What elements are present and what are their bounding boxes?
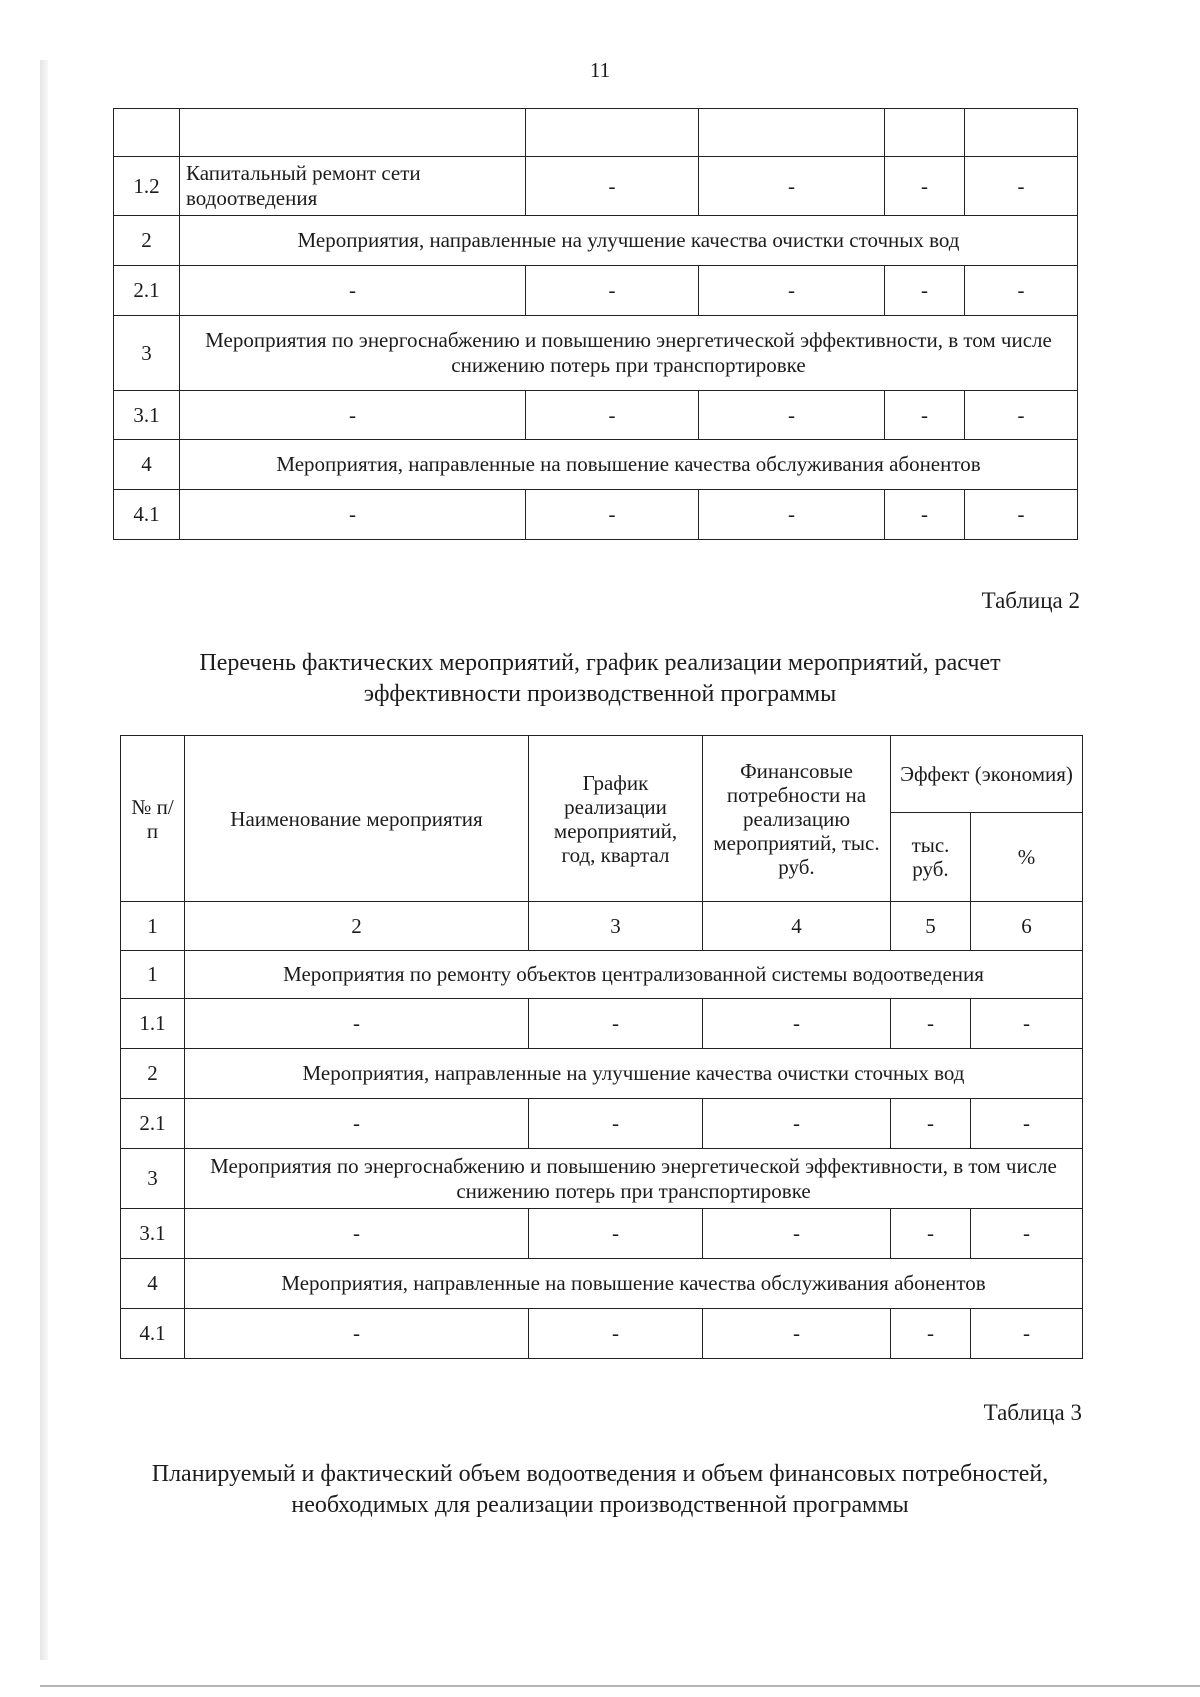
table-row (114, 266, 1078, 316)
table-cell: - (703, 1099, 891, 1149)
table-row (114, 391, 1078, 440)
row-number: 3 (121, 1149, 185, 1209)
column-index-cell: 6 (971, 902, 1083, 951)
column-index-row (121, 902, 1083, 951)
section-row (114, 316, 1078, 391)
table-cell: - (529, 1099, 703, 1149)
section-title: Мероприятия по энергоснабжению и повышению энергетической эффективности, в том числе снижению потерь при транспортировке (180, 316, 1078, 391)
section-row (121, 1149, 1083, 1209)
column-index-cell: 3 (529, 902, 703, 951)
table-cell: - (891, 1309, 971, 1359)
table-cell: - (529, 1309, 703, 1359)
table-cell: - (699, 266, 885, 316)
section-title: Мероприятия, направленные на повышение качества обслуживания абонентов (185, 1259, 1083, 1309)
section-title: Мероприятия, направленные на повышение качества обслуживания абонентов (180, 440, 1078, 490)
table-cell: - (891, 1099, 971, 1149)
row-number: 3 (114, 316, 180, 391)
table-cell: - (703, 999, 891, 1049)
header-num: № п/п (121, 736, 185, 902)
table-cell: - (180, 391, 526, 440)
table-cell: - (885, 391, 965, 440)
row-number: 4 (121, 1259, 185, 1309)
row-number: 1 (121, 951, 185, 999)
table-cell (180, 109, 526, 157)
table-cell: - (971, 1309, 1083, 1359)
table-cell: - (891, 1209, 971, 1259)
section-title: Мероприятия, направленные на улучшение качества очистки сточных вод (185, 1049, 1083, 1099)
table-3-title: Планируемый и фактический объем водоотведения и объем финансовых потребностей, необходимых для реализации производственной программы (151, 1461, 1049, 1518)
table-cell: - (971, 1209, 1083, 1259)
header-schedule: График реализации мероприятий, год, квартал (529, 736, 703, 902)
table-cell: - (971, 1099, 1083, 1149)
column-index-cell: 5 (891, 902, 971, 951)
row-number: 4.1 (121, 1309, 185, 1359)
table-cell: - (185, 1309, 529, 1359)
row-number: 1.1 (121, 999, 185, 1049)
row-number: 3.1 (121, 1209, 185, 1259)
table-cell: Капитальный ремонт сети водоотведения (180, 157, 526, 216)
table-row (121, 1309, 1083, 1359)
row-number: 3.1 (114, 391, 180, 440)
table-2 (120, 735, 1083, 1359)
row-number: 4 (114, 440, 180, 490)
table-cell: - (526, 391, 699, 440)
table-row (114, 490, 1078, 540)
header-effect: Эффект (экономия) (891, 736, 1083, 813)
table-cell (885, 109, 965, 157)
row-number: 2 (114, 216, 180, 266)
scan-edge-line (40, 1685, 1200, 1687)
scan-edge-shadow (40, 60, 48, 1660)
table-3-caption: Таблица 3 (983, 1400, 1082, 1425)
table-1-continuation (113, 108, 1078, 540)
table-cell: - (885, 490, 965, 540)
table-cell: - (526, 157, 699, 216)
table-cell (526, 109, 699, 157)
section-row (114, 440, 1078, 490)
row-number (114, 109, 180, 157)
row-number: 2.1 (114, 266, 180, 316)
table-cell: - (180, 490, 526, 540)
table-cell: - (885, 266, 965, 316)
table-cell: - (526, 266, 699, 316)
table-cell: - (965, 391, 1078, 440)
table-cell (965, 109, 1078, 157)
column-index-cell: 4 (703, 902, 891, 951)
column-index-cell: 1 (121, 902, 185, 951)
table-row (121, 1209, 1083, 1259)
section-title: Мероприятия по ремонту объектов централизованной системы водоотведения (185, 951, 1083, 999)
section-row (121, 1259, 1083, 1309)
header-finance: Финансовые потребности на реализацию мероприятий, тыс. руб. (703, 736, 891, 902)
table-cell: - (891, 999, 971, 1049)
section-title: Мероприятия по энергоснабжению и повышению энергетической эффективности, в том числе снижению потерь при транспортировке (185, 1149, 1083, 1209)
section-row (121, 1049, 1083, 1099)
table-cell: - (699, 157, 885, 216)
header-name: Наименование мероприятия (185, 736, 529, 902)
row-number: 1.2 (114, 157, 180, 216)
section-row (121, 951, 1083, 999)
row-number: 2.1 (121, 1099, 185, 1149)
table-cell: - (526, 490, 699, 540)
table-row (114, 157, 1078, 216)
table-row (121, 999, 1083, 1049)
table-cell: - (699, 391, 885, 440)
table-cell (699, 109, 885, 157)
header-effect-rub: тыс. руб. (891, 813, 971, 902)
table-row (121, 1099, 1083, 1149)
table-cell: - (185, 1209, 529, 1259)
row-number: 2 (121, 1049, 185, 1099)
header-effect-pct: % (971, 813, 1083, 902)
table-cell: - (703, 1209, 891, 1259)
section-title: Мероприятия, направленные на улучшение качества очистки сточных вод (180, 216, 1078, 266)
table-2-caption: Таблица 2 (981, 588, 1080, 613)
table-row (114, 109, 1078, 157)
section-row (114, 216, 1078, 266)
row-number: 4.1 (114, 490, 180, 540)
table-cell: - (971, 999, 1083, 1049)
table-cell: - (185, 999, 529, 1049)
table-cell: - (529, 1209, 703, 1259)
table-cell: - (185, 1099, 529, 1149)
table-cell: - (965, 266, 1078, 316)
table-cell: - (885, 157, 965, 216)
table-cell: - (699, 490, 885, 540)
column-index-cell: 2 (185, 902, 529, 951)
table-cell: - (965, 157, 1078, 216)
table-cell: - (529, 999, 703, 1049)
table-cell: - (703, 1309, 891, 1359)
table-cell: - (965, 490, 1078, 540)
page-number: 11 (589, 58, 611, 82)
table-cell: - (180, 266, 526, 316)
table-2-title: Перечень фактических мероприятий, график реализации мероприятий, расчет эффективности производственной программы (199, 650, 1001, 707)
